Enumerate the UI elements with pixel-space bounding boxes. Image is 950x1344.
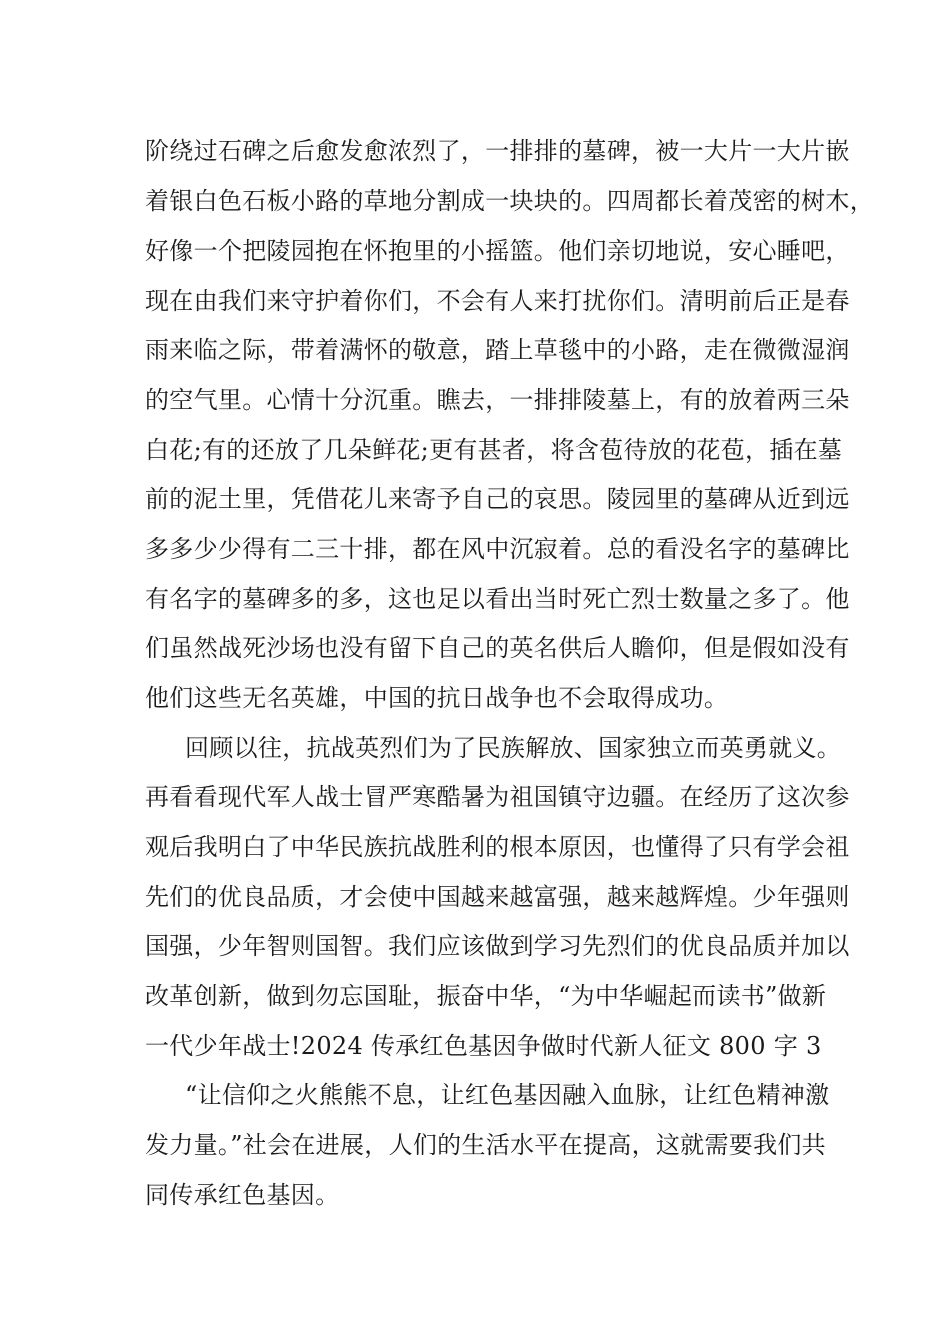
text-line: 同传承红色基因。 [145, 1181, 340, 1209]
text-line: 白花;有的还放了几朵鲜花;更有甚者，将含苞待放的花苞，插在墓 [145, 436, 843, 464]
text-line: 先们的优良品质，才会使中国越来越富强，越来越辉煌。少年强则 [145, 883, 850, 911]
text-line: 有名字的墓碑多的多，这也足以看出当时死亡烈士数量之多了。他 [145, 585, 850, 613]
text-line: 们虽然战死沙场也没有留下自己的英名供后人瞻仰，但是假如没有 [145, 634, 850, 662]
text-line: 现在由我们来守护着你们，不会有人来打扰你们。清明前后正是春 [145, 287, 850, 315]
text-line: 观后我明白了中华民族抗战胜利的根本原因，也懂得了只有学会祖 [145, 833, 850, 861]
text-line: 的空气里。心情十分沉重。瞧去，一排排陵墓上，有的放着两三朵 [145, 386, 850, 414]
text-line: 着银白色石板小路的草地分割成一块块的。四周都长着茂密的树木， [145, 187, 874, 215]
text-line: 一代少年战士!2024 传承红色基因争做时代新人征文 800 字 3 [145, 1032, 822, 1060]
text-line: 国强，少年智则国智。我们应该做到学习先烈们的优良品质并加以 [145, 932, 850, 960]
text-line: 改革创新，做到勿忘国耻，振奋中华，“为中华崛起而读书”做新 [145, 982, 827, 1010]
text-line: 他们这些无名英雄，中国的抗日战争也不会取得成功。 [145, 684, 729, 712]
text-line: 前的泥土里，凭借花儿来寄予自己的哀思。陵园里的墓碑从近到远 [145, 485, 850, 513]
text-line: 雨来临之际，带着满怀的敬意，踏上草毯中的小路，走在微微湿润 [145, 336, 850, 364]
paragraph-start-line: “让信仰之火熊熊不息，让红色基因融入血脉，让红色精神激 [185, 1081, 830, 1109]
text-line: 发力量。”社会在进展，人们的生活水平在提高，这就需要我们共 [145, 1131, 826, 1159]
text-line: 再看看现代军人战士冒严寒酷暑为祖国镇守边疆。在经历了这次参 [145, 783, 850, 811]
paragraph-start-line: 回顾以往，抗战英烈们为了民族解放、国家独立而英勇就义。 [185, 734, 842, 762]
text-line: 好像一个把陵园抱在怀抱里的小摇篮。他们亲切地说，安心睡吧， [145, 237, 850, 265]
text-line: 多多少少得有二三十排，都在风中沉寂着。总的看没名字的墓碑比 [145, 535, 850, 563]
text-line: 阶绕过石碑之后愈发愈浓烈了，一排排的墓碑，被一大片一大片嵌 [145, 137, 850, 165]
